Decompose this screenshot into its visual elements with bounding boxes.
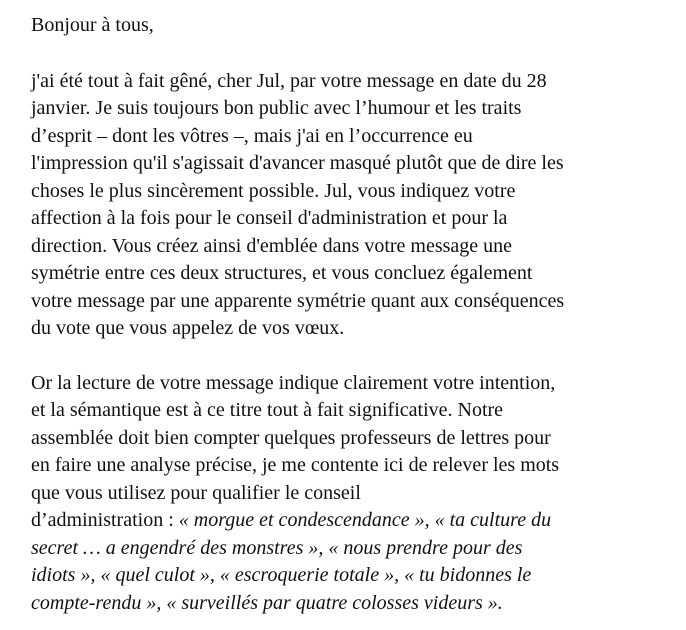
paragraph-1-line: l'impression qu'il s'agissait d'avancer masqué plutôt que de dire les (31, 152, 564, 174)
paragraph-1 (31, 68, 671, 343)
paragraph-1-line: du vote que vous appelez de vos vœux. (31, 317, 345, 339)
paragraph-1-line: choses le plus sincèrement possible. Jul, vous indiquez votre (31, 179, 516, 202)
paragraph-2 (31, 370, 671, 618)
paragraph-2-line: assemblée doit bien compter quelques professeurs de lettres pour (31, 426, 551, 449)
paragraph-1-line: votre message par une apparente symétrie quant aux conséquences (31, 289, 565, 312)
paragraph-2-line: que vous utilisez pour qualifier le conseil (31, 481, 361, 504)
paragraph-1-line: j'ai été tout à fait gêné, cher Jul, par votre message en date du 28 (31, 69, 547, 92)
paragraph-1-line: direction. Vous créez ainsi d'emblée dans votre message une (31, 234, 513, 257)
paragraph-1-line: affection à la fois pour le conseil d'administration et pour la (31, 207, 508, 229)
paragraph-2-line: en faire une analyse précise, je me contente ici de relever les mots (31, 454, 560, 476)
paragraph-1-line: symétrie entre ces deux structures, et vous concluez également (31, 262, 533, 284)
greeting: Bonjour à tous, (31, 14, 154, 36)
paragraph-spacer (31, 40, 671, 68)
paragraph-1-line: janvier. Je suis toujours bon public avec l’humour et les traits (31, 97, 522, 119)
paragraph-2-line-mixed (31, 507, 671, 535)
paragraph-2-line: et la sémantique est à ce titre tout à fait significative. Notre (31, 399, 504, 421)
paragraph-1-line: d’esprit – dont les vôtres –, mais j'ai en l’occurrence eu (31, 124, 473, 147)
administration-prefix: d’administration : (31, 509, 179, 531)
paragraph-2-line: Or la lecture de votre message indique clairement votre intention, (31, 371, 556, 394)
quoted-words-line: secret … a engendré des monstres », « nous prendre pour des (31, 536, 523, 559)
quoted-words-line: idiots », « quel culot », « escroquerie totale », « tu bidonnes le (31, 564, 532, 586)
email-body (31, 12, 671, 617)
quoted-words-line: compte-rendu », « surveillés par quatre colosses videurs ». (31, 591, 503, 614)
paragraph-spacer (31, 343, 671, 370)
quoted-words: « morgue et condescendance », « ta culture du (178, 509, 552, 531)
